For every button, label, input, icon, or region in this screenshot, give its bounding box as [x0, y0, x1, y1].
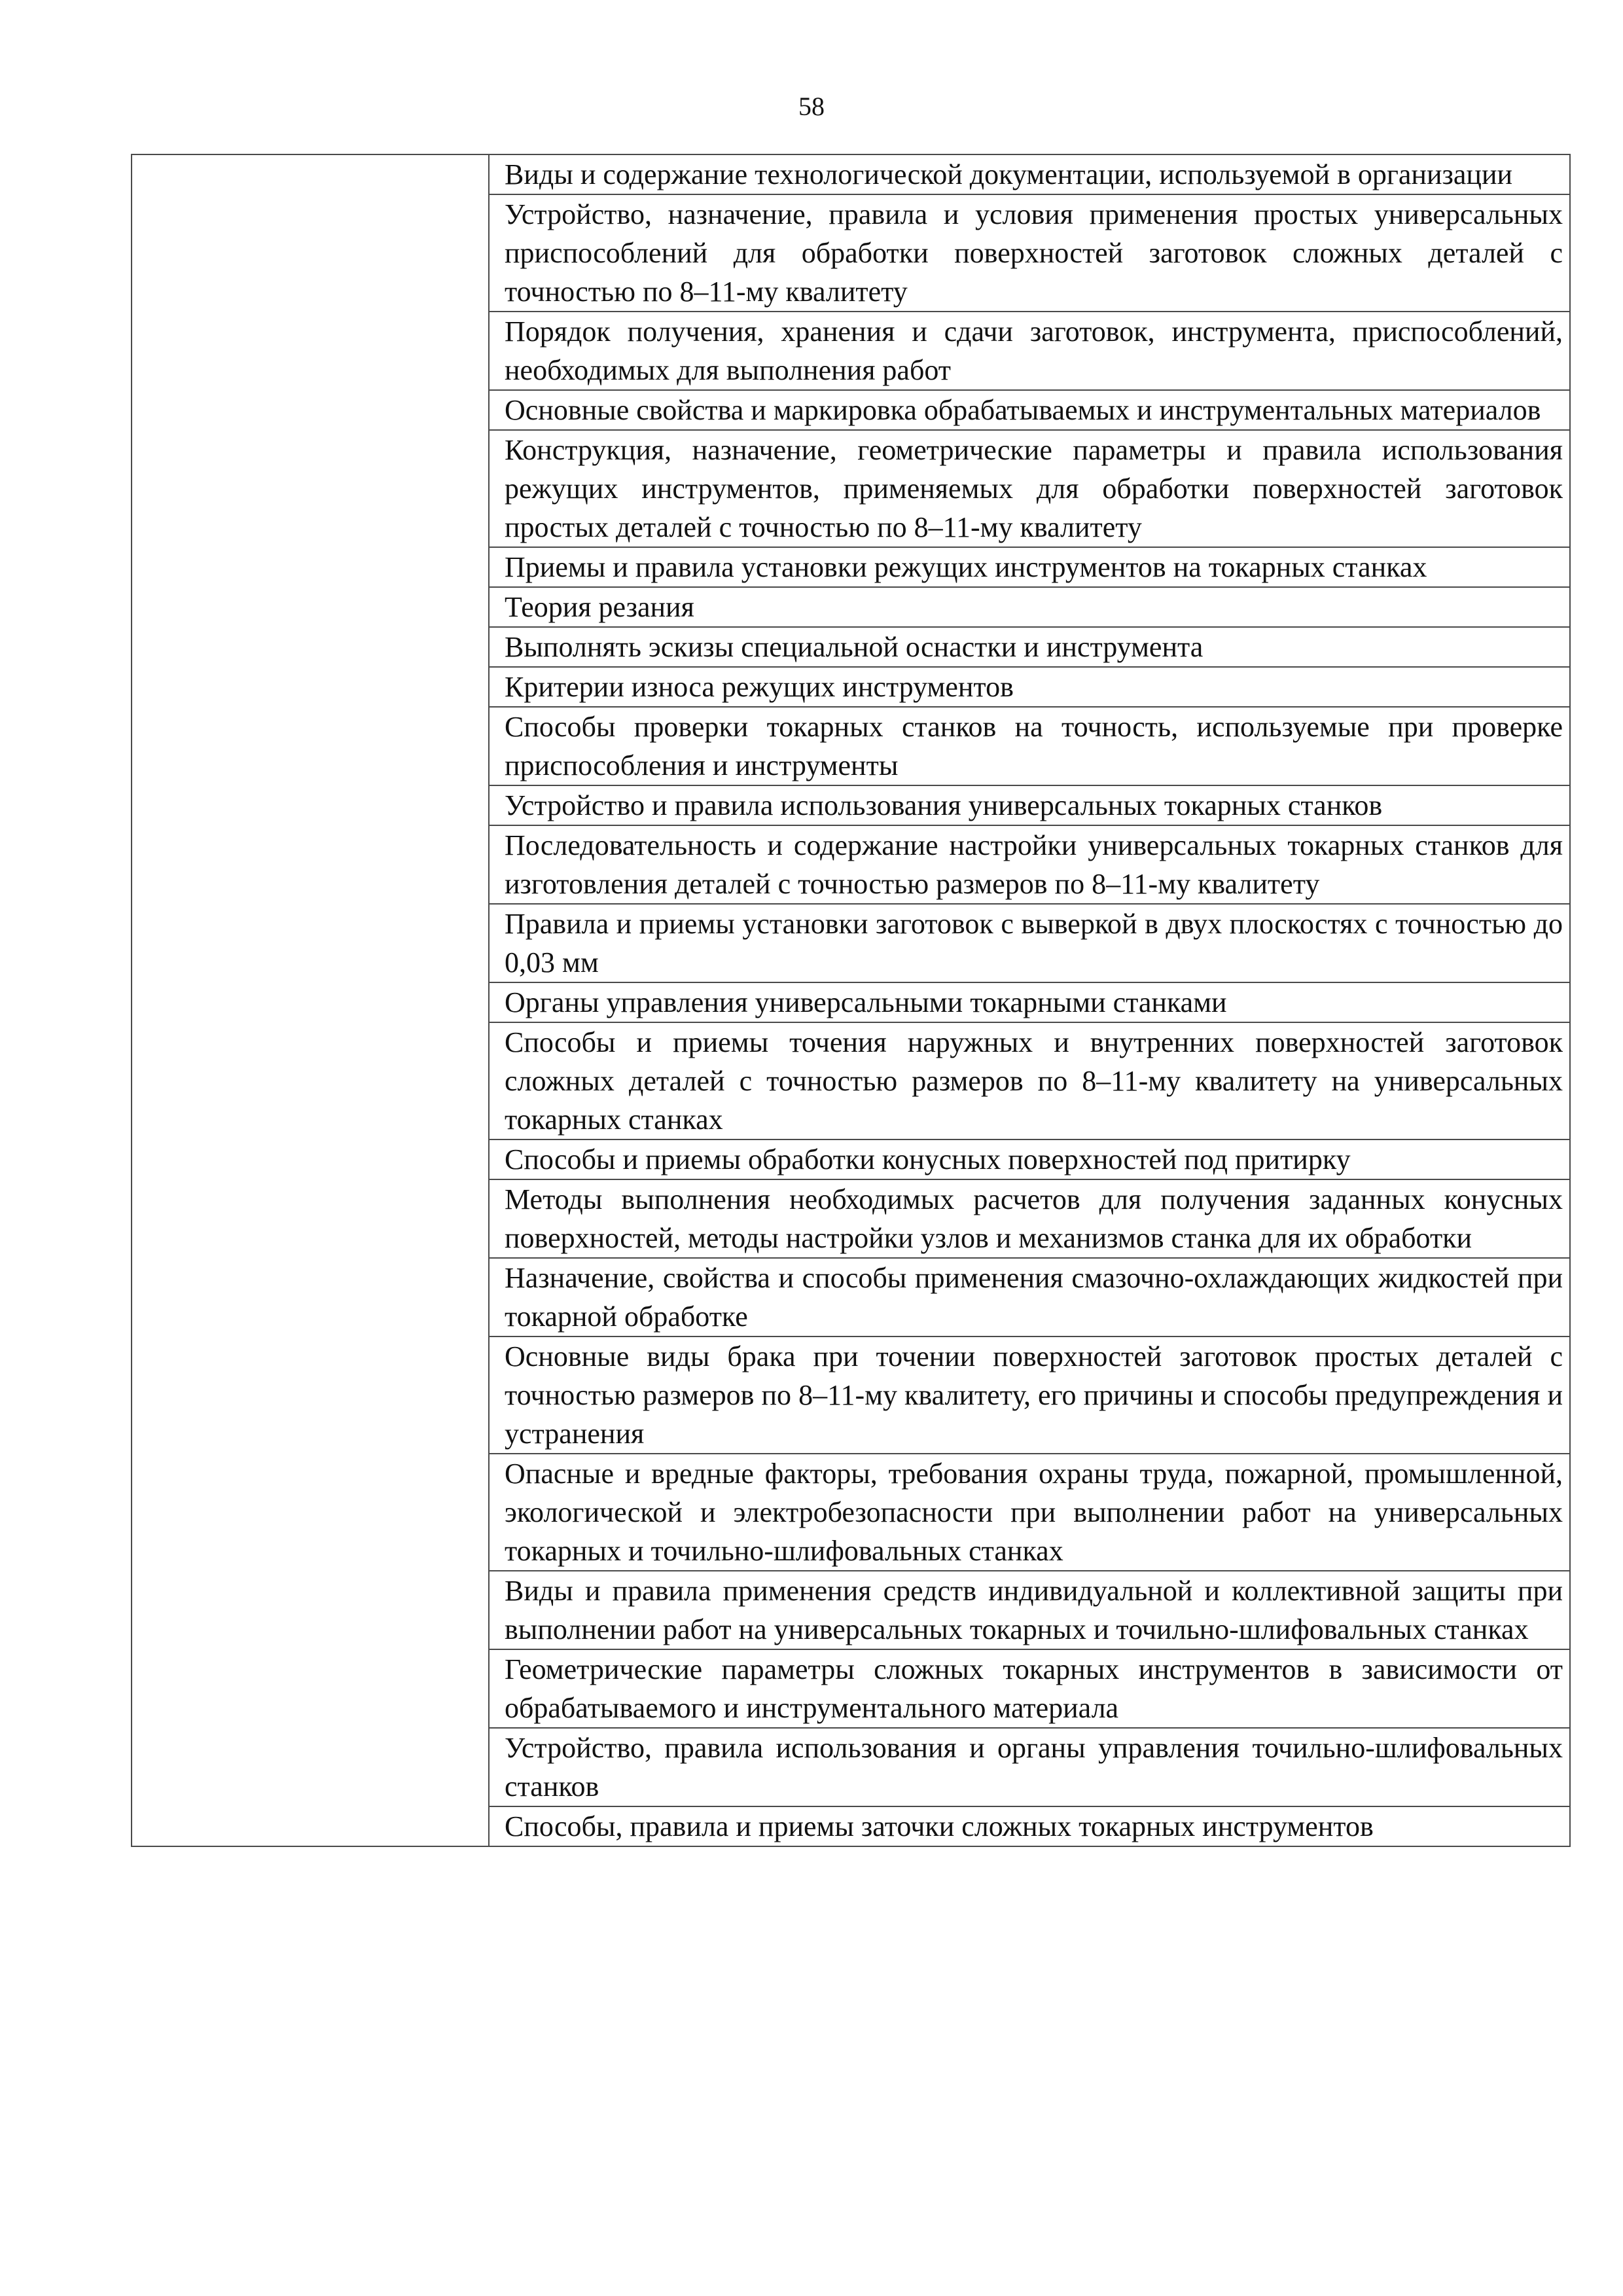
requirement-cell [489, 547, 1570, 587]
requirement-cell [489, 627, 1570, 667]
requirement-text: Устройство, назначение, правила и условия применения простых универсальных приспособлений для обработки поверхностей заготовок сложных деталей с точностью по 8–11-му квалитету [505, 198, 1563, 308]
requirement-cell [489, 390, 1570, 430]
requirement-cell [489, 1336, 1570, 1454]
requirement-cell [489, 1728, 1570, 1806]
requirement-text: Виды и правила применения средств индивидуальной и коллективной защиты при выполнении работ на универсальных токарных и точильно-шлифовальных станках [505, 1575, 1563, 1645]
requirement-cell [489, 707, 1570, 785]
requirement-text: Опасные и вредные факторы, требования охраны труда, пожарной, промышленной, экологической и электробезопасности при выполнении работ на универсальных токарных и точильно-шлифовальных станках [505, 1458, 1563, 1567]
requirement-cell [489, 825, 1570, 904]
requirement-text: Приемы и правила установки режущих инструментов на токарных станках [505, 551, 1427, 583]
requirement-cell [489, 154, 1570, 194]
requirement-text: Органы управления универсальными токарными станками [505, 986, 1227, 1018]
requirement-text: Способы, правила и приемы заточки сложных токарных инструментов [505, 1810, 1374, 1842]
requirement-text: Выполнять эскизы специальной оснастки и инструмента [505, 631, 1204, 663]
requirement-cell [489, 587, 1570, 627]
requirement-text: Способы и приемы точения наружных и внутренних поверхностей заготовок сложных деталей с точностью размеров по 8–11-му квалитету на универсальных токарных станках [505, 1026, 1563, 1136]
requirement-text: Основные свойства и маркировка обрабатываемых и инструментальных материалов [505, 394, 1541, 426]
page-number: 58 [798, 92, 825, 121]
requirement-text: Критерии износа режущих инструментов [505, 671, 1014, 703]
requirements-table [131, 154, 1571, 1847]
requirement-cell [489, 1571, 1570, 1649]
requirement-text: Теория резания [505, 591, 694, 623]
requirement-text: Назначение, свойства и способы применения смазочно-охлаждающих жидкостей при токарной обработке [505, 1262, 1563, 1333]
requirement-text: Правила и приемы установки заготовок с выверкой в двух плоскостях с точностью до 0,03 мм [505, 908, 1563, 978]
requirements-table-body [132, 154, 1570, 1846]
requirement-cell [489, 1806, 1570, 1846]
requirement-cell [489, 1139, 1570, 1179]
table-row [132, 154, 1570, 194]
requirement-text: Методы выполнения необходимых расчетов для получения заданных конусных поверхностей, методы настройки узлов и механизмов станка для их обработки [505, 1183, 1563, 1254]
requirement-text: Устройство, правила использования и органы управления точильно-шлифовальных станков [505, 1732, 1563, 1803]
requirement-cell [489, 667, 1570, 707]
requirement-cell [489, 194, 1570, 312]
requirement-cell [489, 1179, 1570, 1258]
requirement-cell [489, 785, 1570, 825]
requirement-text: Устройство и правила использования универсальных токарных станков [505, 789, 1383, 821]
requirement-cell [489, 904, 1570, 982]
requirement-cell [489, 1649, 1570, 1728]
requirement-cell [489, 312, 1570, 390]
requirement-text: Порядок получения, хранения и сдачи заготовок, инструмента, приспособлений, необходимых для выполнения работ [505, 315, 1563, 386]
requirement-text: Геометрические параметры сложных токарных инструментов в зависимости от обрабатываемого и инструментального материала [505, 1653, 1563, 1724]
requirement-cell [489, 982, 1570, 1022]
requirement-text: Способы и приемы обработки конусных поверхностей под притирку [505, 1143, 1351, 1175]
requirement-text: Конструкция, назначение, геометрические параметры и правила использования режущих инструментов, применяемых для обработки поверхностей заготовок простых деталей с точностью по 8–11-му квалитету [505, 434, 1563, 543]
requirement-cell [489, 1258, 1570, 1336]
requirement-text: Виды и содержание технологической документации, используемой в организации [505, 158, 1513, 190]
requirement-cell [489, 1022, 1570, 1139]
empty-left-cell [132, 154, 489, 1846]
requirement-text: Основные виды брака при точении поверхностей заготовок простых деталей с точностью размеров по 8–11-му квалитету, его причины и способы предупреждения и устранения [505, 1340, 1563, 1450]
requirement-text: Последовательность и содержание настройки универсальных токарных станков для изготовления деталей с точностью размеров по 8–11-му квалитету [505, 829, 1563, 900]
requirement-text: Способы проверки токарных станков на точность, используемые при проверке приспособления и инструменты [505, 711, 1563, 781]
requirement-cell [489, 1454, 1570, 1571]
requirement-cell [489, 430, 1570, 547]
